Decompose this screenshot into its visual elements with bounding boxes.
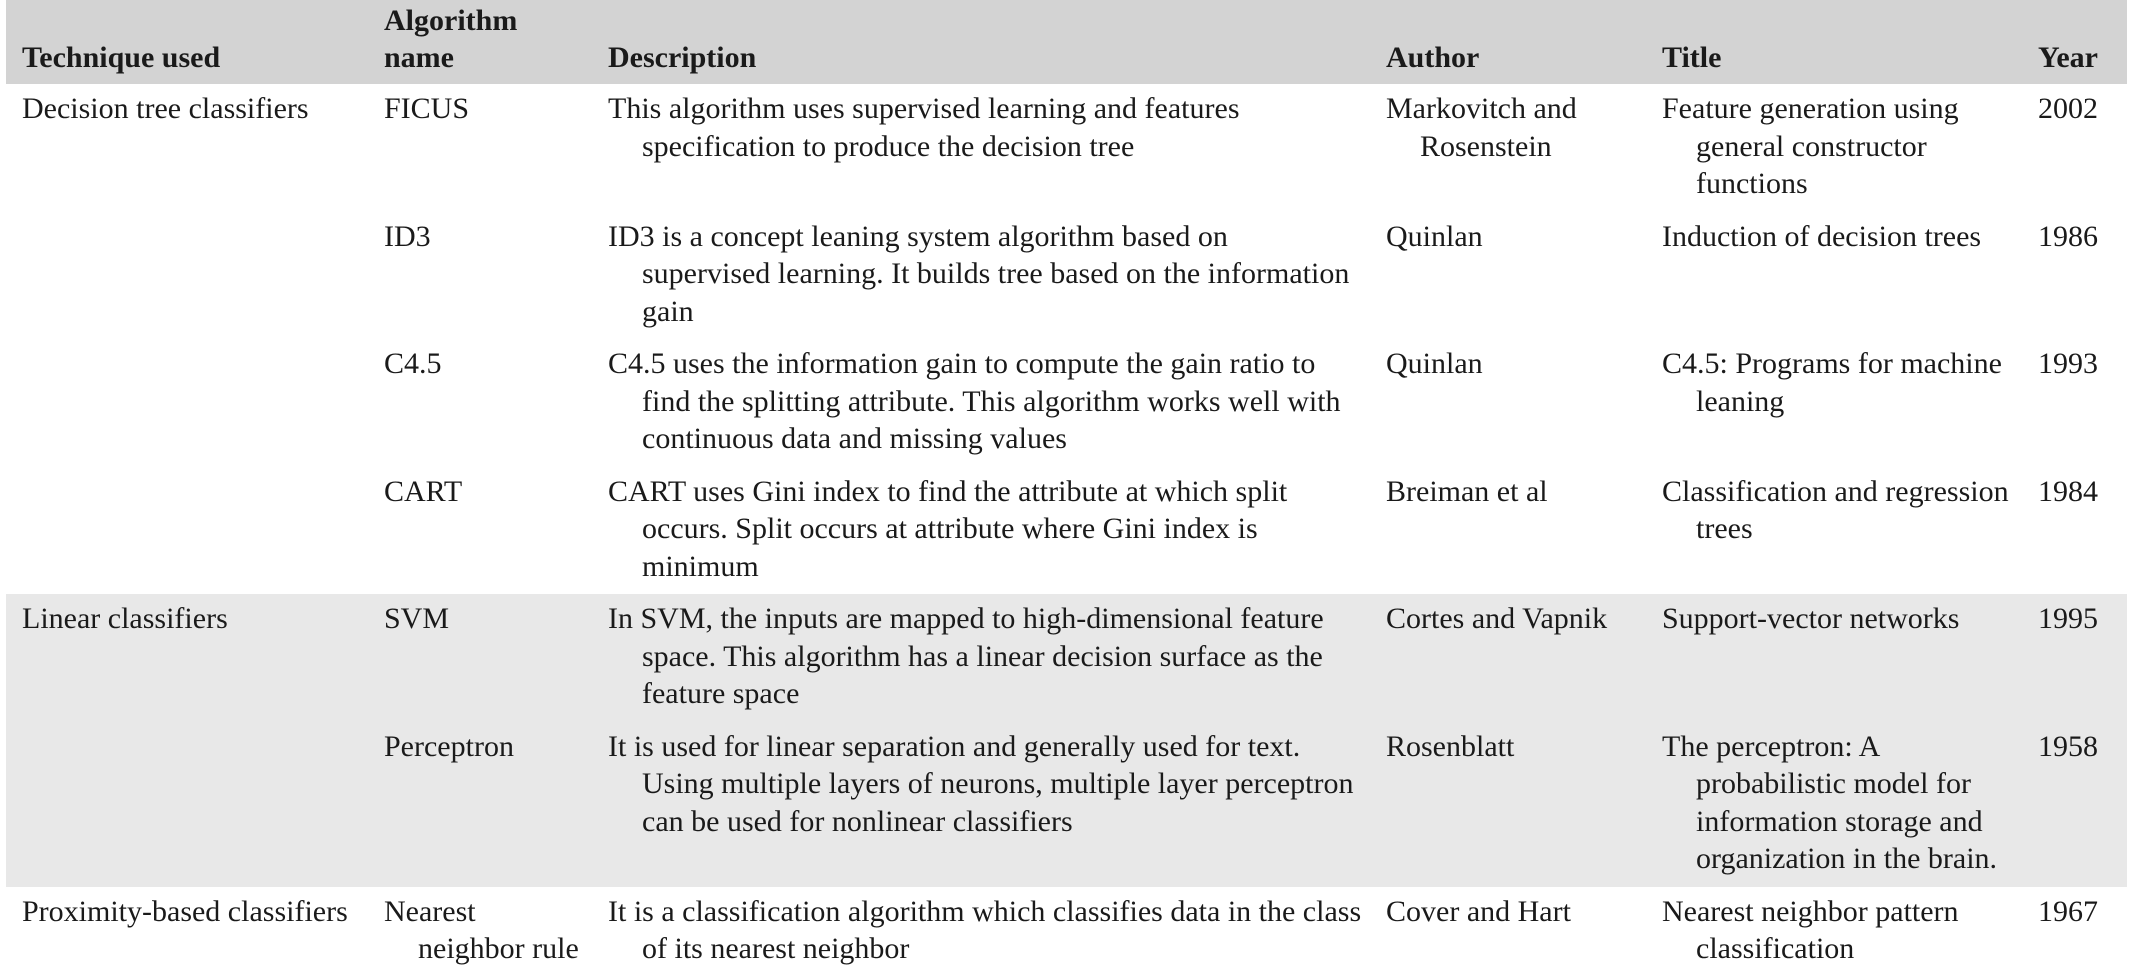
title-cell: Nearest neighbor pattern classification	[1646, 887, 2022, 977]
description-cell: It is a classification algorithm which classifies data in the class of its nearest neighbor	[592, 887, 1370, 977]
author-cell: Quinlan	[1370, 339, 1646, 467]
technique-cell: Linear classifiers	[6, 594, 368, 722]
table-body	[6, 84, 2127, 977]
title-cell: The perceptron: A probabilistic model for information storage and organization in the brain.	[1646, 722, 2022, 887]
year-cell: 1967	[2022, 887, 2127, 977]
algorithm-cell: Perceptron	[368, 722, 592, 887]
header-algorithm-line2: name	[384, 41, 454, 74]
technique-cell: Proximity-based classifiers	[6, 887, 368, 977]
algorithm-cell: SVM	[368, 594, 592, 722]
author-cell: Quinlan	[1370, 212, 1646, 340]
technique-cell: Decision tree classifiers	[6, 84, 368, 212]
title-cell: Support-vector networks	[1646, 594, 2022, 722]
author-cell: Rosenblatt	[1370, 722, 1646, 887]
header-description: Description	[608, 41, 757, 74]
header-technique: Technique used	[22, 41, 221, 74]
author-cell: Markovitch and Rosenstein	[1370, 84, 1646, 212]
table-row	[6, 887, 2127, 977]
author-cell: Cortes and Vapnik	[1370, 594, 1646, 722]
author-cell: Breiman et al	[1370, 467, 1646, 595]
header-title: Title	[1662, 41, 1722, 74]
classifier-table	[6, 0, 2127, 977]
description-cell: It is used for linear separation and generally used for text. Using multiple layers of neurons, multiple layer perceptron can be used for nonlinear classifiers	[592, 722, 1370, 887]
algorithm-cell: Nearest neighbor rule	[368, 887, 592, 977]
title-cell: C4.5: Programs for machine leaning	[1646, 339, 2022, 467]
year-cell: 1984	[2022, 467, 2127, 595]
header-algorithm-line1: Algorithm	[384, 4, 518, 37]
year-cell: 1995	[2022, 594, 2127, 722]
table-row	[6, 722, 2127, 887]
description-cell: This algorithm uses supervised learning and features specification to produce the decision tree	[592, 84, 1370, 212]
header-row	[6, 0, 2127, 84]
title-cell: Induction of decision trees	[1646, 212, 2022, 340]
table-header	[6, 0, 2127, 84]
algorithm-cell: CART	[368, 467, 592, 595]
header-algorithm	[368, 0, 592, 84]
technique-cell-empty	[6, 467, 368, 595]
header-year: Year	[2038, 41, 2098, 74]
technique-cell-empty	[6, 722, 368, 887]
algorithm-cell: ID3	[368, 212, 592, 340]
technique-cell-empty	[6, 212, 368, 340]
title-cell: Classification and regression trees	[1646, 467, 2022, 595]
header-author: Author	[1386, 41, 1480, 74]
description-cell: ID3 is a concept leaning system algorithm based on supervised learning. It builds tree based on the information gain	[592, 212, 1370, 340]
table-row	[6, 212, 2127, 340]
table-row	[6, 84, 2127, 212]
title-cell: Feature generation using general constructor functions	[1646, 84, 2022, 212]
author-cell: Cover and Hart	[1370, 887, 1646, 977]
description-cell: CART uses Gini index to find the attribute at which split occurs. Split occurs at attribute where Gini index is minimum	[592, 467, 1370, 595]
table-row	[6, 467, 2127, 595]
table-row	[6, 594, 2127, 722]
year-cell: 2002	[2022, 84, 2127, 212]
description-cell: C4.5 uses the information gain to compute the gain ratio to find the splitting attribute. This algorithm works well with continuous data and missing values	[592, 339, 1370, 467]
year-cell: 1993	[2022, 339, 2127, 467]
description-cell: In SVM, the inputs are mapped to high-dimensional feature space. This algorithm has a linear decision surface as the feature space	[592, 594, 1370, 722]
algorithm-cell: FICUS	[368, 84, 592, 212]
year-cell: 1958	[2022, 722, 2127, 887]
table-row	[6, 339, 2127, 467]
algorithm-cell: C4.5	[368, 339, 592, 467]
year-cell: 1986	[2022, 212, 2127, 340]
technique-cell-empty	[6, 339, 368, 467]
